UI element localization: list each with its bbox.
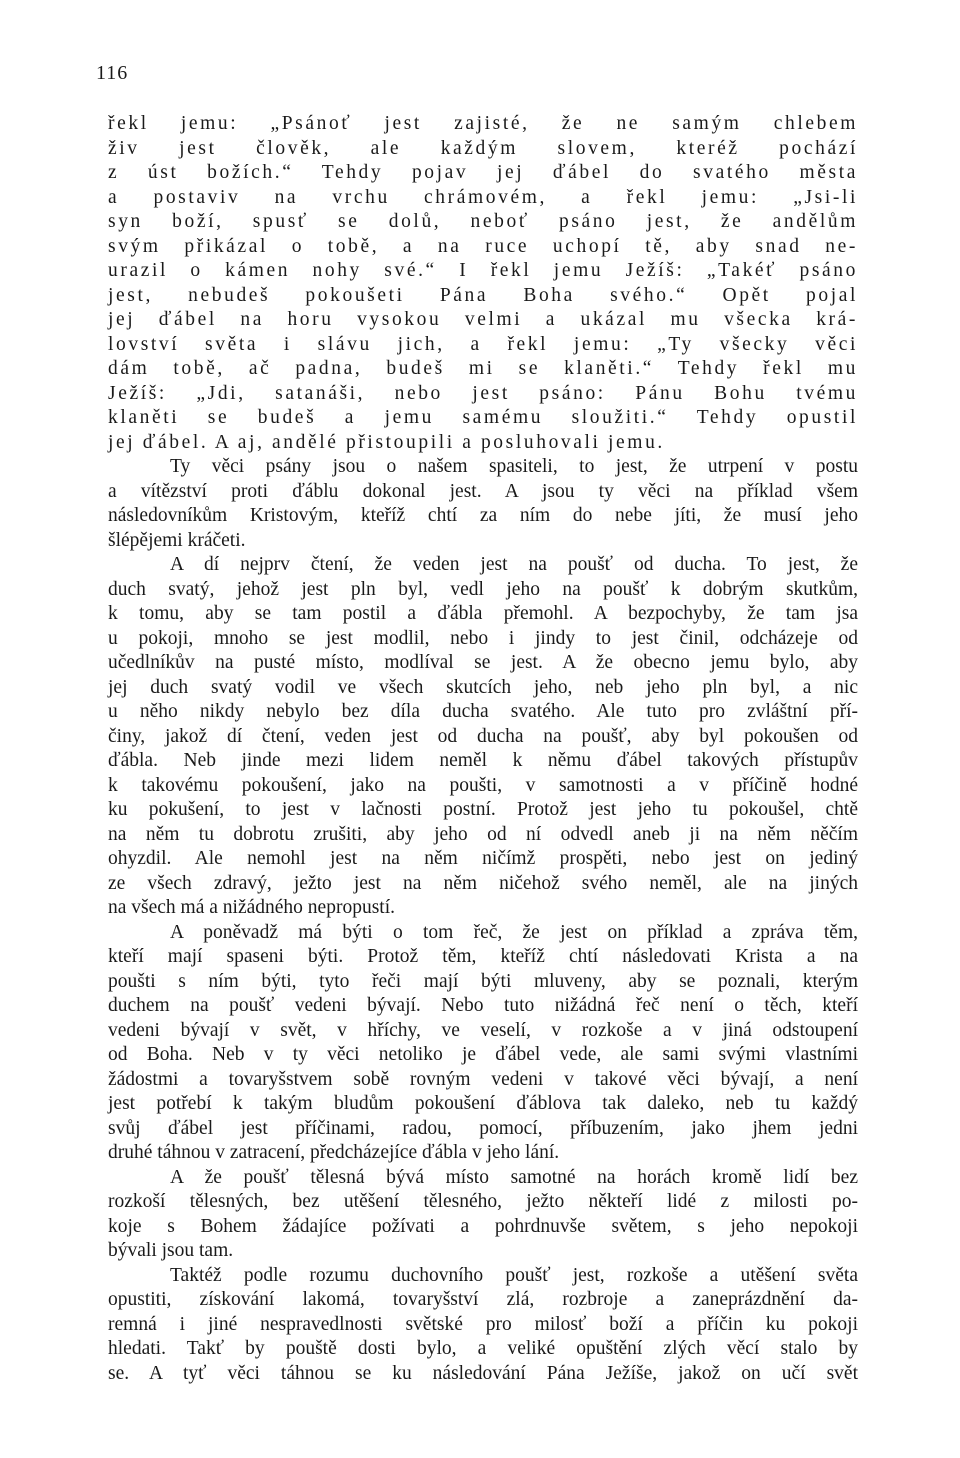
text-line: koje s Bohem žádajíce požívati a pohrdnuvše světem, s jeho nepokoji xyxy=(108,1215,858,1237)
text-line: následovníkům Kristovým, kteříž chtí za ním do nebe jíti, že musí jeho xyxy=(108,505,858,526)
text-line: Ježíš: „Jdi, satanáši, nebo jest psáno: Pánu Bohu tvému xyxy=(108,382,858,404)
text-line: bývali jsou tam. xyxy=(108,1240,234,1261)
text-line: u něho nikdy nebylo bez díla ducha svatého. Ale tuto pro zvláštní pří- xyxy=(108,701,858,722)
text-line: poušti s ním býti, tyto řeči mají býti mluveny, aby se poznali, kterým xyxy=(108,970,858,992)
text-line: A poněvadž má býti o tom řeč, že jest on příklad a zpráva těm, xyxy=(170,921,858,943)
text-line: a postaviv na vrchu chrámovém, a řekl jemu: „Jsi-li xyxy=(108,186,858,208)
text-line: u pokoji, mnoho se jest modlil, nebo i jindy to jest činil, odcházeje od xyxy=(108,627,858,649)
text-line: činy, jakož dí čtení, veden jest od ducha na poušť, aby byl pokoušen od xyxy=(108,725,858,747)
text-line: žádostmi a tovaryšstvem sobě rovným vedeni v takové věci bývají, a není xyxy=(108,1068,858,1090)
text-line: živ jest člověk, ale každým slovem, kteréž pochází xyxy=(108,137,858,159)
text-line: opustiti, získování lakomá, tovaryšství zlá, rozbroje a zaneprázdnění da- xyxy=(108,1289,858,1310)
text-line: ku pokušení, to jest v lačnosti postní. Protož jest jeho tu pokoušel, chtě xyxy=(108,799,858,820)
text-line: na něm tu dobrotu zrušiti, aby jeho od ní odvedl aneb ji na něm něčím xyxy=(108,823,858,845)
text-line: rozkoší tělesných, bez utěšení tělesného, ježto někteří lidé z milosti po- xyxy=(108,1191,858,1212)
text-line: šlépějemi kráčeti. xyxy=(108,529,246,551)
text-line: duchem na poušť vedeni bývají. Nebo tuto nižádná řeč není o těch, kteří xyxy=(108,995,858,1016)
text-line: A že poušť tělesná bývá místo samotné na horách kromě lidí bez xyxy=(170,1166,858,1188)
text-line: hledati. Takť by pouště dosti bylo, a veliké opuštění zlých věcí stalo by xyxy=(108,1338,858,1359)
text-line: ze všech zdravý, ježto jest na něm ničehož svého neměl, ale na jiných xyxy=(108,872,858,894)
text-line: druhé táhnou v zatracení, předcházejíce ďábla v jeho lání. xyxy=(108,1142,560,1163)
text-line: jest, nebudeš pokoušeti Pána Boha svého.“ Opět pojal xyxy=(108,284,858,306)
page-number: 116 xyxy=(96,62,129,84)
text-line: Ty věci psány jsou o našem spasiteli, to jest, že utrpení v postu xyxy=(170,456,858,477)
text-line: A dí nejprv čtení, že veden jest na poušť od ducha. To jest, že xyxy=(170,554,858,575)
text-line: na všech má a nižádného nepropustí. xyxy=(108,897,395,918)
text-line: k tomu, aby se tam postil a ďábla přemohl. A bezpochyby, že tam jsa xyxy=(108,603,858,624)
text-line: vedeni bývají v svět, v hříchy, ve veselí, v rozkoše a v jiná odstoupení xyxy=(108,1019,858,1041)
text-line: Taktéž podle rozumu duchovního poušť jest, rozkoše a utěšení světa xyxy=(170,1264,858,1286)
text-line: duch svatý, jehož jest pln byl, vedl jeho na poušť k dobrým skutkům, xyxy=(108,578,858,600)
text-line: kteří mají spaseni býti. Protož těm, kteříž chtí následovati Krista a na xyxy=(108,946,858,967)
text-line: svůj ďábel jest příčinami, radou, pomocí, příbuzením, jako jhem jedni xyxy=(108,1117,858,1139)
text-line: klaněti se budeš a jemu samému sloužiti.“ Tehdy opustil xyxy=(108,407,858,428)
text-line: remná i jiné nespravedlnosti světské pro milosť boží a příčin ku pokoji xyxy=(108,1313,858,1335)
text-line: jej ďábel. A aj, andělé přistoupili a posluhovali jemu. xyxy=(108,431,665,453)
text-line: jej duch svatý vodil ve všech skutcích jeho, neb jeho pln byl, a nic xyxy=(108,676,858,698)
text-line: od Boha. Neb v ty věci netoliko je ďábel vede, ale sami svými vlastními xyxy=(108,1044,858,1065)
text-line: jest potřebí k takým bludům pokoušení ďáblova tak daleko, neb tu každý xyxy=(108,1093,858,1114)
text-line: učedlníkův na pusté místo, modlíval se jest. A že obecno jemu bylo, aby xyxy=(108,652,858,673)
body-text xyxy=(108,112,858,1386)
text-line: svým přikázal o tobě, a na ruce uchopí tě, aby snad ne- xyxy=(108,235,858,257)
text-line: k takovému pokoušení, jako na poušti, v samotnosti a v příčině hodné xyxy=(108,774,858,796)
text-line: syn boží, spusť se dolů, neboť psáno jest, že andělům xyxy=(108,211,858,232)
text-line: lovství světa i slávu jich, a řekl jemu: „Ty všecky věci xyxy=(108,333,858,355)
text-line: se. A tyť věci táhnou se ku následování Pána Ježíše, jakož on učí svět xyxy=(108,1362,858,1384)
text-line: řekl jemu: „Psánoť jest zajisté, že ne samým chlebem xyxy=(108,113,858,134)
text-line: ohyzdil. Ale nemohl jest na něm ničímž prospěti, nebo jest on jediný xyxy=(108,848,858,869)
text-line: z úst božích.“ Tehdy pojav jej ďábel do svatého města xyxy=(108,162,858,183)
text-line: dám tobě, ač padna, budeš mi se klaněti.“ Tehdy řekl mu xyxy=(108,358,858,379)
text-line: a vítězství proti ďáblu dokonal jest. A jsou ty věci na příklad všem xyxy=(108,480,858,502)
text-line: jej ďábel na horu vysokou velmi a ukázal mu všecka krá- xyxy=(108,309,858,330)
text-line: ďábla. Neb jinde mezi lidem neměl k němu ďábel takových přístupův xyxy=(108,750,858,771)
text-line: urazil o kámen nohy své.“ I řekl jemu Ježíš: „Takéť psáno xyxy=(108,260,858,281)
